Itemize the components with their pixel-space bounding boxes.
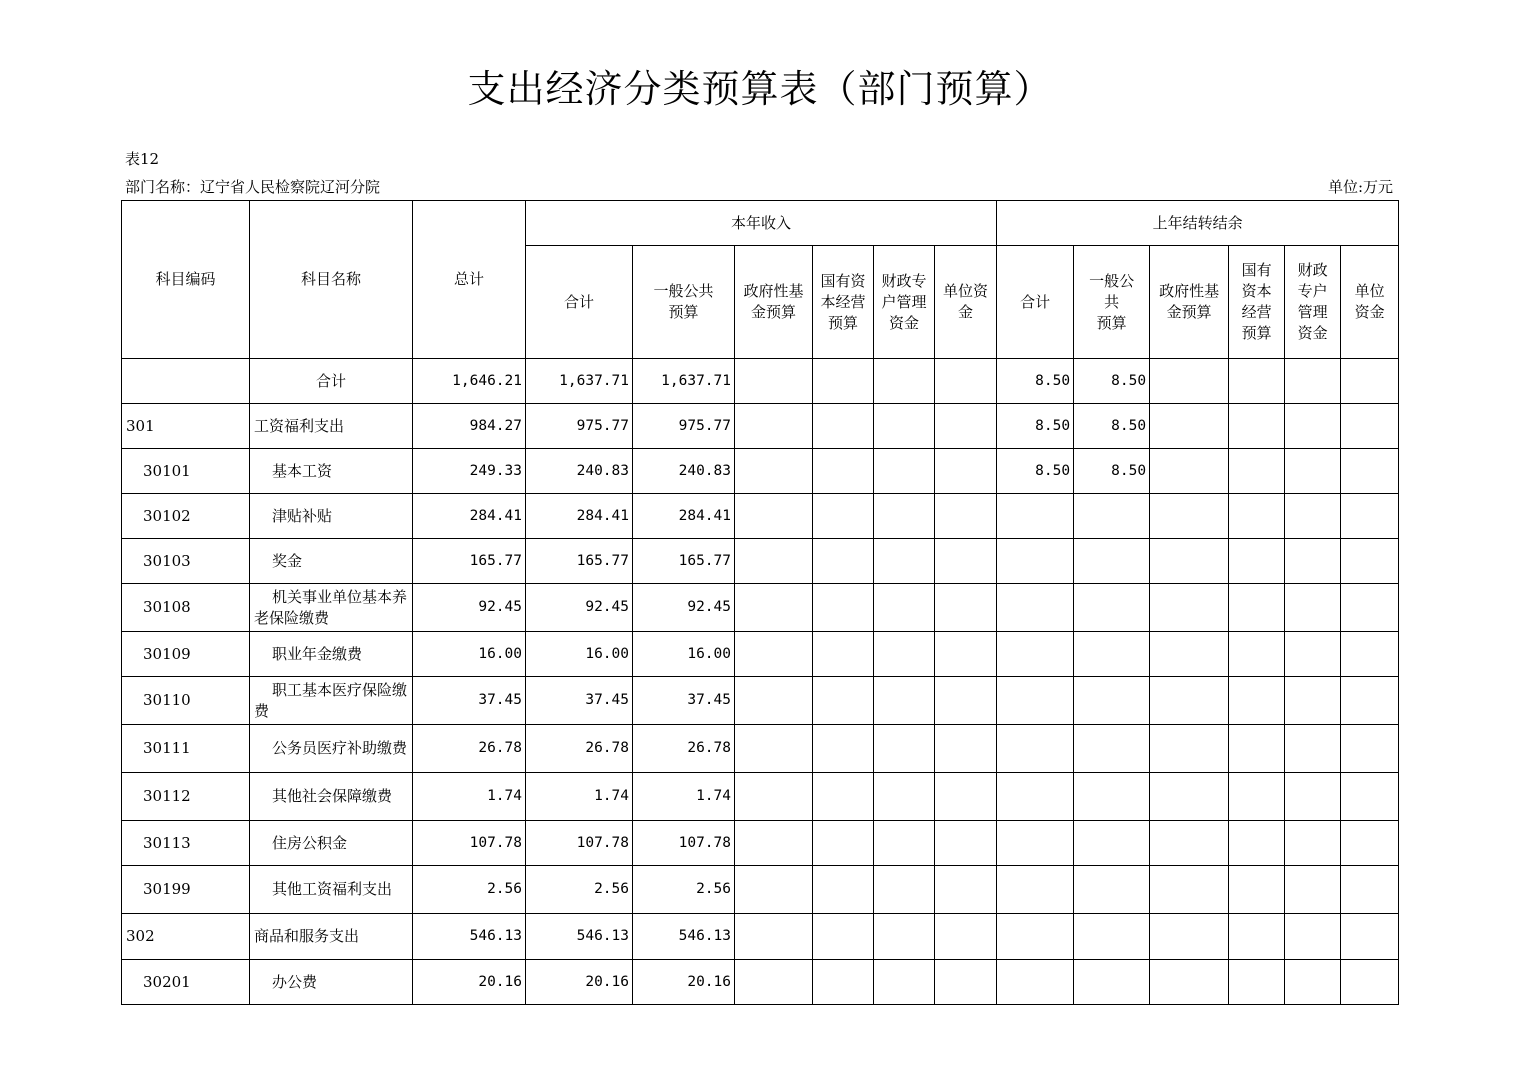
row-code: 30199	[122, 866, 250, 914]
row-code: 30103	[122, 539, 250, 584]
row-co-general: 8.50	[1074, 449, 1150, 494]
header-co-unit: 单位 资金	[1341, 246, 1399, 359]
header-cy-general: 一般公共 预算	[633, 246, 735, 359]
table-row	[122, 632, 1399, 677]
row-total: 2.56	[413, 866, 526, 914]
row-cy-total: 107.78	[526, 821, 633, 866]
row-cy-total: 546.13	[526, 914, 633, 960]
page-title: 支出经济分类预算表（部门预算）	[467, 67, 1053, 111]
row-name: 职工基本医疗保险缴费	[250, 677, 413, 725]
header-cy-soe: 国有资 本经营 预算	[813, 246, 874, 359]
row-co-total	[997, 494, 1074, 539]
row-code: 30101	[122, 449, 250, 494]
header-current-year: 本年收入	[526, 201, 997, 246]
budget-table	[121, 200, 1399, 1005]
row-cy-general: 546.13	[633, 914, 735, 960]
row-total: 1,646.21	[413, 359, 526, 404]
row-co-total: 8.50	[997, 404, 1074, 449]
row-cy-general: 2.56	[633, 866, 735, 914]
row-code: 30110	[122, 677, 250, 725]
table-row	[122, 960, 1399, 1005]
row-name: 其他社会保障缴费	[250, 773, 413, 821]
row-co-general	[1074, 866, 1150, 914]
row-total: 249.33	[413, 449, 526, 494]
row-name: 津贴补贴	[250, 494, 413, 539]
row-code: 30108	[122, 584, 250, 632]
row-co-total	[997, 821, 1074, 866]
row-name: 住房公积金	[250, 821, 413, 866]
header-cy-gov-fund: 政府性基 金预算	[735, 246, 813, 359]
row-code: 30112	[122, 773, 250, 821]
row-co-total	[997, 677, 1074, 725]
row-co-total	[997, 584, 1074, 632]
row-code: 30201	[122, 960, 250, 1005]
row-name: 公务员医疗补助缴费	[250, 725, 413, 773]
row-cy-total: 37.45	[526, 677, 633, 725]
row-co-general	[1074, 960, 1150, 1005]
row-co-general	[1074, 584, 1150, 632]
row-co-general	[1074, 821, 1150, 866]
row-name: 职业年金缴费	[250, 632, 413, 677]
row-cy-total: 165.77	[526, 539, 633, 584]
department-name: 部门名称：辽宁省人民检察院辽河分院	[125, 178, 381, 196]
row-code: 301	[122, 404, 250, 449]
row-cy-general: 975.77	[633, 404, 735, 449]
row-code: 30102	[122, 494, 250, 539]
row-cy-general: 92.45	[633, 584, 735, 632]
row-total: 20.16	[413, 960, 526, 1005]
table-number: 表12	[125, 150, 160, 168]
table-row	[122, 677, 1399, 725]
header-co-total: 合计	[997, 246, 1074, 359]
row-cy-general: 165.77	[633, 539, 735, 584]
row-cy-total: 975.77	[526, 404, 633, 449]
row-co-total	[997, 632, 1074, 677]
table-row	[122, 821, 1399, 866]
row-cy-general: 1,637.71	[633, 359, 735, 404]
row-co-total	[997, 866, 1074, 914]
row-total: 284.41	[413, 494, 526, 539]
header-co-general: 一般公 共 预算	[1074, 246, 1150, 359]
row-total: 92.45	[413, 584, 526, 632]
table-row	[122, 494, 1399, 539]
row-total: 16.00	[413, 632, 526, 677]
row-co-total	[997, 773, 1074, 821]
row-cy-total: 20.16	[526, 960, 633, 1005]
row-name: 奖金	[250, 539, 413, 584]
row-cy-general: 37.45	[633, 677, 735, 725]
row-code: 30113	[122, 821, 250, 866]
row-cy-total: 284.41	[526, 494, 633, 539]
row-name: 合计	[250, 359, 413, 404]
table-row	[122, 914, 1399, 960]
header-co-gov-fund: 政府性基 金预算	[1150, 246, 1229, 359]
row-co-general	[1074, 773, 1150, 821]
row-cy-total: 240.83	[526, 449, 633, 494]
row-total: 165.77	[413, 539, 526, 584]
row-co-general	[1074, 677, 1150, 725]
header-co-special: 财政 专户 管理 资金	[1285, 246, 1341, 359]
row-co-general	[1074, 632, 1150, 677]
row-code: 30109	[122, 632, 250, 677]
row-total: 37.45	[413, 677, 526, 725]
row-cy-total: 92.45	[526, 584, 633, 632]
unit-label: 单位:万元	[1327, 178, 1393, 196]
row-co-total	[997, 960, 1074, 1005]
header-cy-unit: 单位资 金	[935, 246, 997, 359]
row-cy-total: 1.74	[526, 773, 633, 821]
row-co-general: 8.50	[1074, 404, 1150, 449]
table-row	[122, 404, 1399, 449]
table-row	[122, 359, 1399, 404]
header-cy-special: 财政专 户管理 资金	[874, 246, 935, 359]
row-name: 其他工资福利支出	[250, 866, 413, 914]
table-row	[122, 584, 1399, 632]
table-row	[122, 539, 1399, 584]
row-co-general	[1074, 539, 1150, 584]
row-cy-general: 1.74	[633, 773, 735, 821]
row-co-general	[1074, 494, 1150, 539]
row-code	[122, 359, 250, 404]
row-co-total	[997, 539, 1074, 584]
row-cy-total: 26.78	[526, 725, 633, 773]
row-name: 机关事业单位基本养老保险缴费	[250, 584, 413, 632]
row-total: 26.78	[413, 725, 526, 773]
row-name: 办公费	[250, 960, 413, 1005]
row-co-total: 8.50	[997, 449, 1074, 494]
row-name: 工资福利支出	[250, 404, 413, 449]
table-row	[122, 773, 1399, 821]
row-cy-general: 16.00	[633, 632, 735, 677]
row-name: 基本工资	[250, 449, 413, 494]
row-cy-general: 26.78	[633, 725, 735, 773]
header-cy-total: 合计	[526, 246, 633, 359]
row-cy-general: 284.41	[633, 494, 735, 539]
row-cy-total: 2.56	[526, 866, 633, 914]
row-cy-general: 240.83	[633, 449, 735, 494]
table-row	[122, 866, 1399, 914]
row-co-general	[1074, 914, 1150, 960]
table-row	[122, 449, 1399, 494]
row-total: 1.74	[413, 773, 526, 821]
row-total: 984.27	[413, 404, 526, 449]
row-co-general: 8.50	[1074, 359, 1150, 404]
row-co-total	[997, 725, 1074, 773]
row-co-general	[1074, 725, 1150, 773]
row-cy-total: 1,637.71	[526, 359, 633, 404]
header-total: 总计	[413, 201, 526, 359]
header-carryover: 上年结转结余	[997, 201, 1399, 246]
header-co-soe: 国有 资本 经营 预算	[1229, 246, 1285, 359]
row-code: 302	[122, 914, 250, 960]
row-total: 546.13	[413, 914, 526, 960]
header-code: 科目编码	[122, 201, 250, 359]
table-row	[122, 725, 1399, 773]
row-total: 107.78	[413, 821, 526, 866]
row-name: 商品和服务支出	[250, 914, 413, 960]
row-code: 30111	[122, 725, 250, 773]
row-cy-total: 16.00	[526, 632, 633, 677]
row-co-total	[997, 914, 1074, 960]
row-cy-general: 107.78	[633, 821, 735, 866]
header-name: 科目名称	[250, 201, 413, 359]
row-co-total: 8.50	[997, 359, 1074, 404]
row-cy-general: 20.16	[633, 960, 735, 1005]
